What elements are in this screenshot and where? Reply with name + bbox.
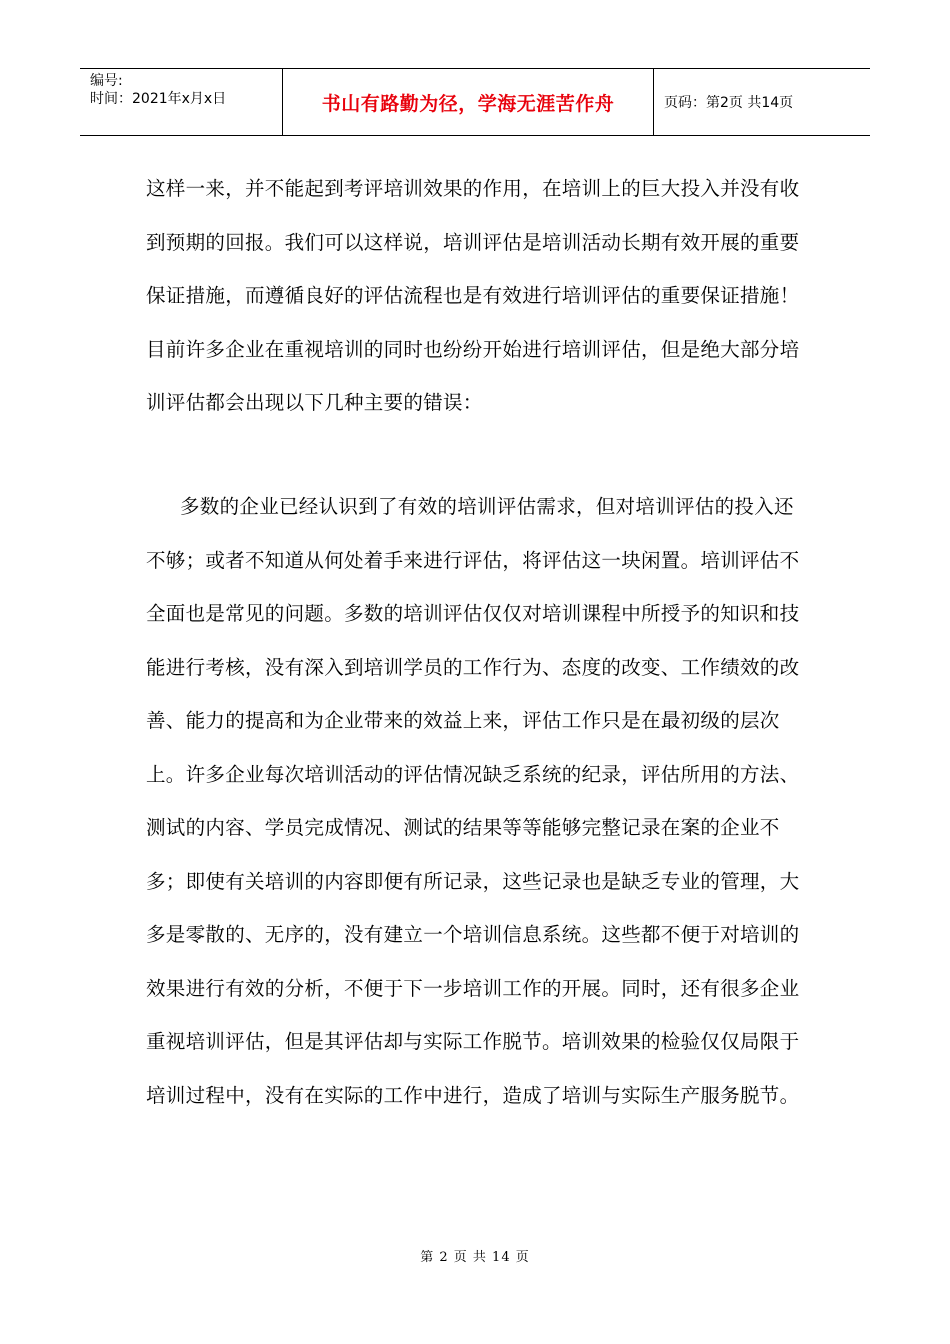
footer-page-number: 第 2 页 共 14 页 [420,1250,530,1265]
header-meta-cell [80,69,283,135]
body-paragraph-1 [146,162,806,430]
body-paragraph-2 [146,480,806,1122]
header-page-cell [654,69,870,135]
header-page-info: 页码：第2页 共14页 [664,95,794,111]
header-motto: 书山有路勤为径，学海无涯苦作舟 [321,92,615,115]
serial-number-label: 编号: [90,73,123,89]
header-motto-cell [283,69,654,135]
paragraph-text: 多数的企业已经认识到了有效的培训评估需求，但对培训评估的投入还不够；或者不知道从何处着手来进行评估，将评估这一块闲置。培训评估不全面也是常见的问题。多数的培训评估仅仅对培训课程中所授予的知识和技能进行考核，没有深入到培训学员的工作行为、态度的改变、工作绩效的改善、能力的提高和为企业带来的效益上来，评估工作只是在最初级的层次上。许多企业每次培训活动的评估情况缺乏系统的纪录，评估所用的方法、测试的内容、学员完成情况、测试的结果等等能够完整记录在案的企业不多；即使有关培训的内容即便有所记录，这些记录也是缺乏专业的管理，大多是零散的、无序的，没有建立一个培训信息系统。这些都不便于对培训的效果进行有效的分析，不便于下一步培训工作的开展。同时，还有很多企业重视培训评估，但是其评估却与实际工作脱节。培训效果的检验仅仅局限于培训过程中，没有在实际的工作中进行，造成了培训与实际生产服务脱节。 [146,495,800,1107]
paragraph-text: 这样一来，并不能起到考评培训效果的作用，在培训上的巨大投入并没有收到预期的回报。我们可以这样说，培训评估是培训活动长期有效开展的重要保证措施，而遵循良好的评估流程也是有效进行培训评估的重要保证措施！目前许多企业在重视培训的同时也纷纷开始进行培训评估，但是绝大部分培训评估都会出现以下几种主要的错误： [146,177,800,414]
date-line: 时间：2021年x月x日 [90,91,227,107]
page-footer [0,1246,950,1265]
document-header [80,68,870,136]
